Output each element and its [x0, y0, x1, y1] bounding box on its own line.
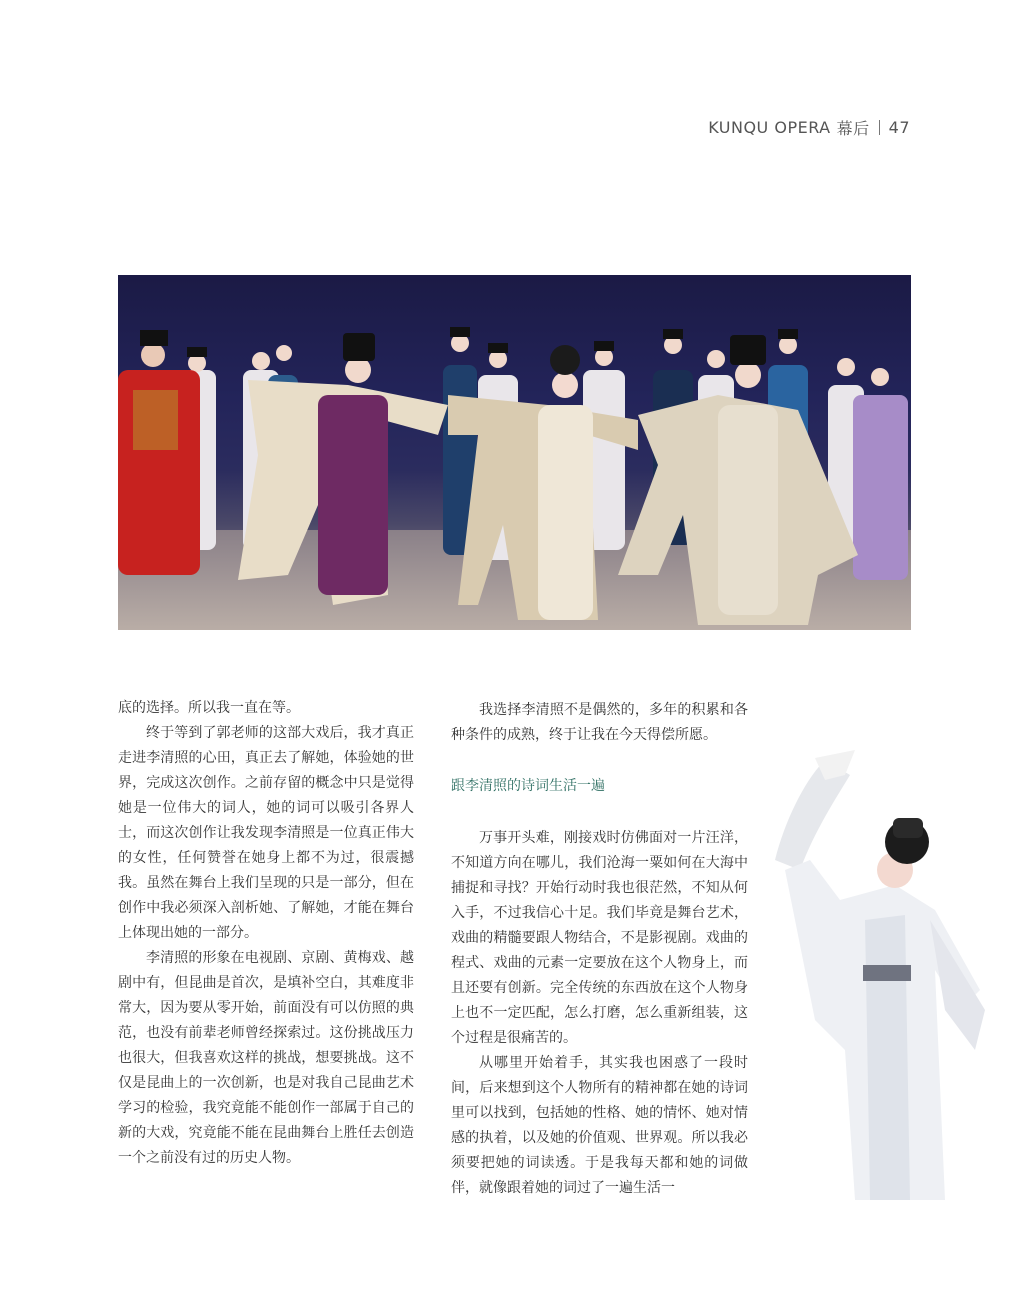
paragraph: 从哪里开始着手，其实我也困惑了一段时间，后来想到这个人物所有的精神都在她的诗词里可以找到，包括她的性格、她的情怀、她对情感的执着，以及她的价值观、世界观。所以我必须要把她的词读透。于是我每天都和她的词做伴，就像跟着她的词过了一遍生活一 [451, 1055, 748, 1196]
running-header [708, 116, 910, 139]
magazine-title: KUNQU OPERA [708, 118, 831, 137]
paragraph: 我选择李清照不是偶然的，多年的积累和各种条件的成熟，终于让我在今天得偿所愿。 [451, 702, 748, 743]
stage-performance-photo [118, 275, 911, 630]
section-subheading: 跟李清照的诗词生活一遍 [451, 778, 605, 794]
paragraph: 李清照的形象在电视剧、京剧、黄梅戏、越剧中有，但昆曲是首次，是填补空白，其难度非常大，因为要从零开始，前面没有可以仿照的典范，也没有前辈老师曾经探索过。这份挑战压力也很大，但我喜欢这样的挑战，想要挑战。这不仅是昆曲上的一次创新，也是对我自己昆曲艺术学习的检验，我究竟能不能创作一部属于自己的新的大戏，究竟能不能在昆曲舞台上胜任去创造一个之前没有过的历史人物。 [118, 950, 414, 1166]
section-name: 幕后 [836, 119, 870, 138]
left-text-column [118, 696, 414, 1171]
paragraph: 底的选择。所以我一直在等。 [118, 700, 300, 716]
paragraph: 终于等到了郭老师的这部大戏后，我才真正走进李清照的心田，真正去了解她，体验她的世界，完成这次创作。之前存留的概念中只是觉得她是一位伟大的词人，她的词可以吸引各界人士，而这次创作让我发现李清照是一位真正伟大的女性，任何赞誉在她身上都不为过，很震撼我。虽然在舞台上我们呈现的只是一部分，但在创作中我必须深入剖析她、了解她，才能在舞台上体现出她的一部分。 [118, 725, 414, 941]
right-text-column [451, 698, 748, 1201]
performer-portrait-photo [745, 720, 1015, 1220]
header-divider [879, 120, 880, 135]
paragraph: 万事开头难，刚接戏时仿佛面对一片汪洋，不知道方向在哪儿，我们沧海一粟如何在大海中捕捉和寻找？开始行动时我也很茫然，不知从何入手，不过我信心十足。我们毕竟是舞台艺术，戏曲的精髓要跟人物结合，不是影视剧。戏曲的程式、戏曲的元素一定要放在这个人物身上，而且还要有创新。完全传统的东西放在这个人物身上也不一定匹配，怎么打磨，怎么重新组装，这个过程是很痛苦的。 [451, 830, 748, 1046]
page-number: 47 [888, 118, 910, 137]
